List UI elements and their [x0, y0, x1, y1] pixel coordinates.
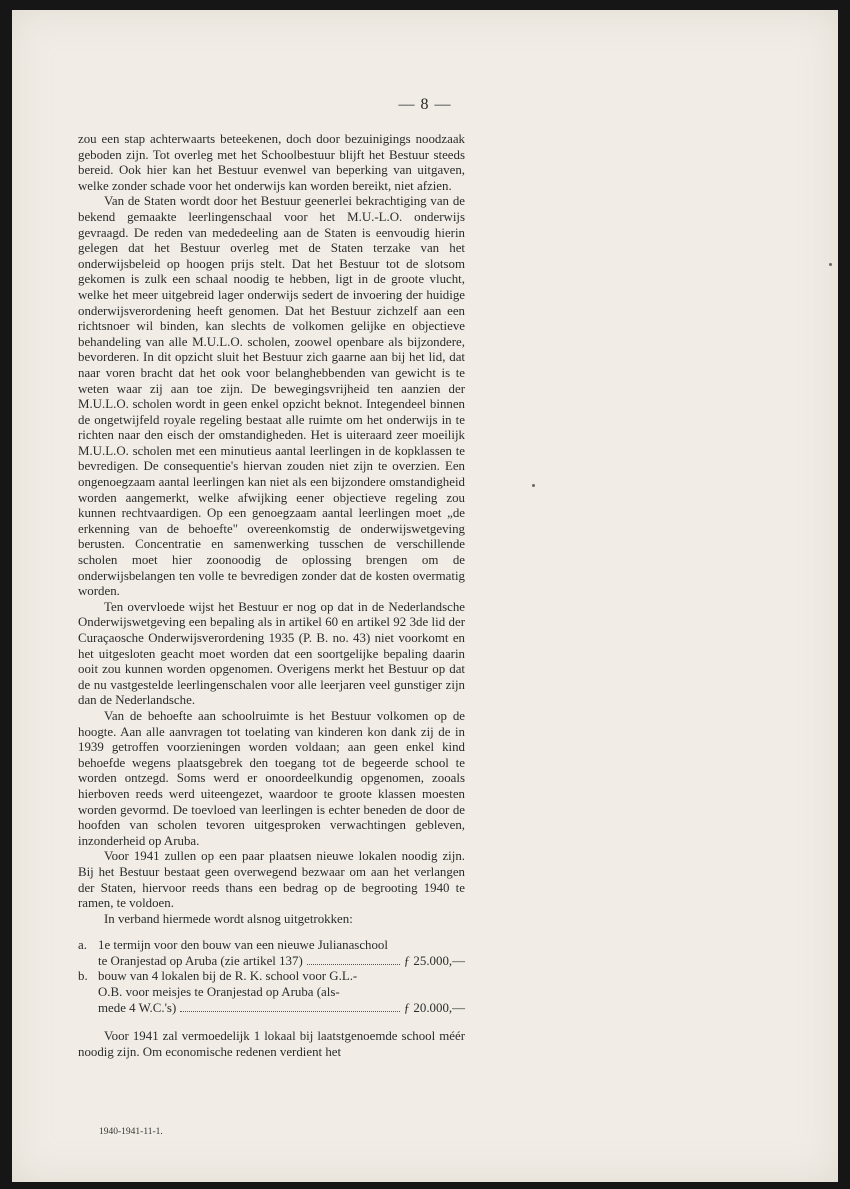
body-text [78, 132, 465, 1060]
list-item-text: O.B. voor meisjes te Oranjestad op Aruba (als- [98, 985, 340, 1000]
list-marker: a. [78, 938, 87, 953]
list-marker: b. [78, 969, 88, 984]
paragraph-continuation: zou een stap achterwaarts beteekenen, doch door bezuinigings noodzaak geboden zijn. Tot overleg met het Schoolbestuur blijft het Bestuur steeds bereid. Ook hier kan het Bestuur evenwel van beperking van uitgaven, welke zonder schade voor het onderwijs kan worden bereikt, niet afzien. [78, 132, 465, 193]
paper-speck [532, 484, 535, 487]
footer-code: 1940-1941-11-1. [99, 1127, 163, 1137]
paragraph-legislation: Ten overvloede wijst het Bestuur er nog op dat in de Nederlandsche Onderwijswetgeving een bepaling als in artikel 60 en artikel 92 3de lid der Curaçaosche Onderwijsverordening 1935 (P. B. no. 43) niet voorkomt en het uitgesloten geacht moet worden dat een soortgelijke bepaling daarin ooit zou kunnen worden opgenomen. Overigens merkt het Bestuur op dat de nu vastgestelde leerlingenschalen voor alle leerjaren veel gunstiger zijn dan de Nederlandsche. [78, 599, 465, 708]
paragraph-new-classrooms: Voor 1941 zullen op een paar plaatsen nieuwe lokalen noodig zijn. Bij het Bestuur bestaat geen overwegend bezwaar om aan het verlangen der Staten, hiervoor reeds thans een bedrag op de begrooting 1940 te ramen, te voldoen. [78, 849, 465, 911]
list-item-amount: ƒ 25.000,— [403, 953, 465, 968]
list-item-text: bouw van 4 lokalen bij de R. K. school voor G.L.- [98, 969, 358, 984]
paragraph-closing: Voor 1941 zal vermoedelijk 1 lokaal bij laatstgenoemde school méér noodig zijn. Om economische redenen verdient het [78, 1029, 465, 1059]
dot-leader [307, 954, 400, 966]
list-item-amount: ƒ 20.000,— [403, 1000, 465, 1015]
list-item-text: mede 4 W.C.'s) [98, 1000, 177, 1015]
paragraph-mulo-scale: Van de Staten wordt door het Bestuur geenerlei bekrachtiging van de bekend gemaakte leerlingenschaal voor het M.U.-L.O. onderwijs gevraagd. De reden van mededeeling aan de Staten is eenvoudig hierin gelegen dat het Bestuur overleg met de Staten terzake van het onderwijsbeleid op hoogen prijs stelt. Dat het Bestuur tot de slotsom gekomen is zulk een schaal noodig te hebben, ligt in de groote vlucht, welke het meer uitgebreid lager onderwijs sedert de invoering der huidige onderwijsverordening heeft genomen. Dat het Bestuur zichzelf aan een richtsnoer wil binden, kan slechts de volkomen gelijke en objectieve behandeling van alle M.U.L.O. scholen, zoowel openbare als bijzondere, bevorderen. In dit opzicht sluit het Bestuur zich gaarne aan bij het lid, dat naar voren bracht dat het ook voor belanghebbenden van gewicht is te weten waar zij aan toe zijn. De bewegingsvrijheid ten aanzien der M.U.L.O. scholen wordt in geen enkel opzicht beknot. Integendeel binnen de ongetwijfeld royale regeling bestaat alle ruimte om het onderwijs in te richten naar den eisch der omstandigheden. Het is uiteraard zeer moeilijk M.U.L.O. scholen met een minutieus aantal leerlingen in de kopklassen te bevredigen. De consequentie's hiervan zouden niet zijn te overzien. Een ongenoegzaam aantal leerlingen kan niet als een bijzondere omstandigheid worden aangemerkt, welke afwijking eener objectieve regeling zou kunnen rechtvaardigen. Op een genoegzaam aantal leerlingen moet „de erkenning van de behoefte" overeenkomstig de onderwijswetgeving berusten. Concentratie en samenwerking tusschen de verschillende scholen moet hier zoonoodig de oplossing brengen om de onderwijsbelangen ten volle te bevredigen zonder dat de kosten overmatig worden. [78, 194, 465, 599]
list-item-text: te Oranjestad op Aruba (zie artikel 137) [98, 953, 303, 968]
list-item-text: 1e termijn voor den bouw van een nieuwe Julianaschool [98, 938, 388, 953]
paragraph-school-space: Van de behoefte aan schoolruimte is het Bestuur volkomen op de hoogte. Aan alle aanvragen tot toelating van kinderen kon dank zij de in 1939 getroffen voorzieningen worden voldaan; aan geen enkel kind behoefde wegens plaatsgebrek den toegang tot de begeerde school te worden ontzegd. Soms werd er onoordeelkundig opgenomen, zooals hierboven reeds werd uiteengezet, waardoor te groote klassen moesten worden gevormd. De toevloed van leerlingen is echter beneden de door de hoofden van scholen tevoren uitgesproken verwachtingen gebleven, inzonderheid op Aruba. [78, 708, 465, 848]
list-item [78, 938, 465, 969]
dot-leader [180, 1001, 400, 1013]
paper-speck [829, 263, 832, 266]
list-item [78, 969, 465, 1016]
page-number: — 8 — [398, 96, 452, 113]
budget-list [78, 938, 465, 1016]
list-intro: In verband hiermede wordt alsnog uitgetrokken: [104, 911, 353, 926]
